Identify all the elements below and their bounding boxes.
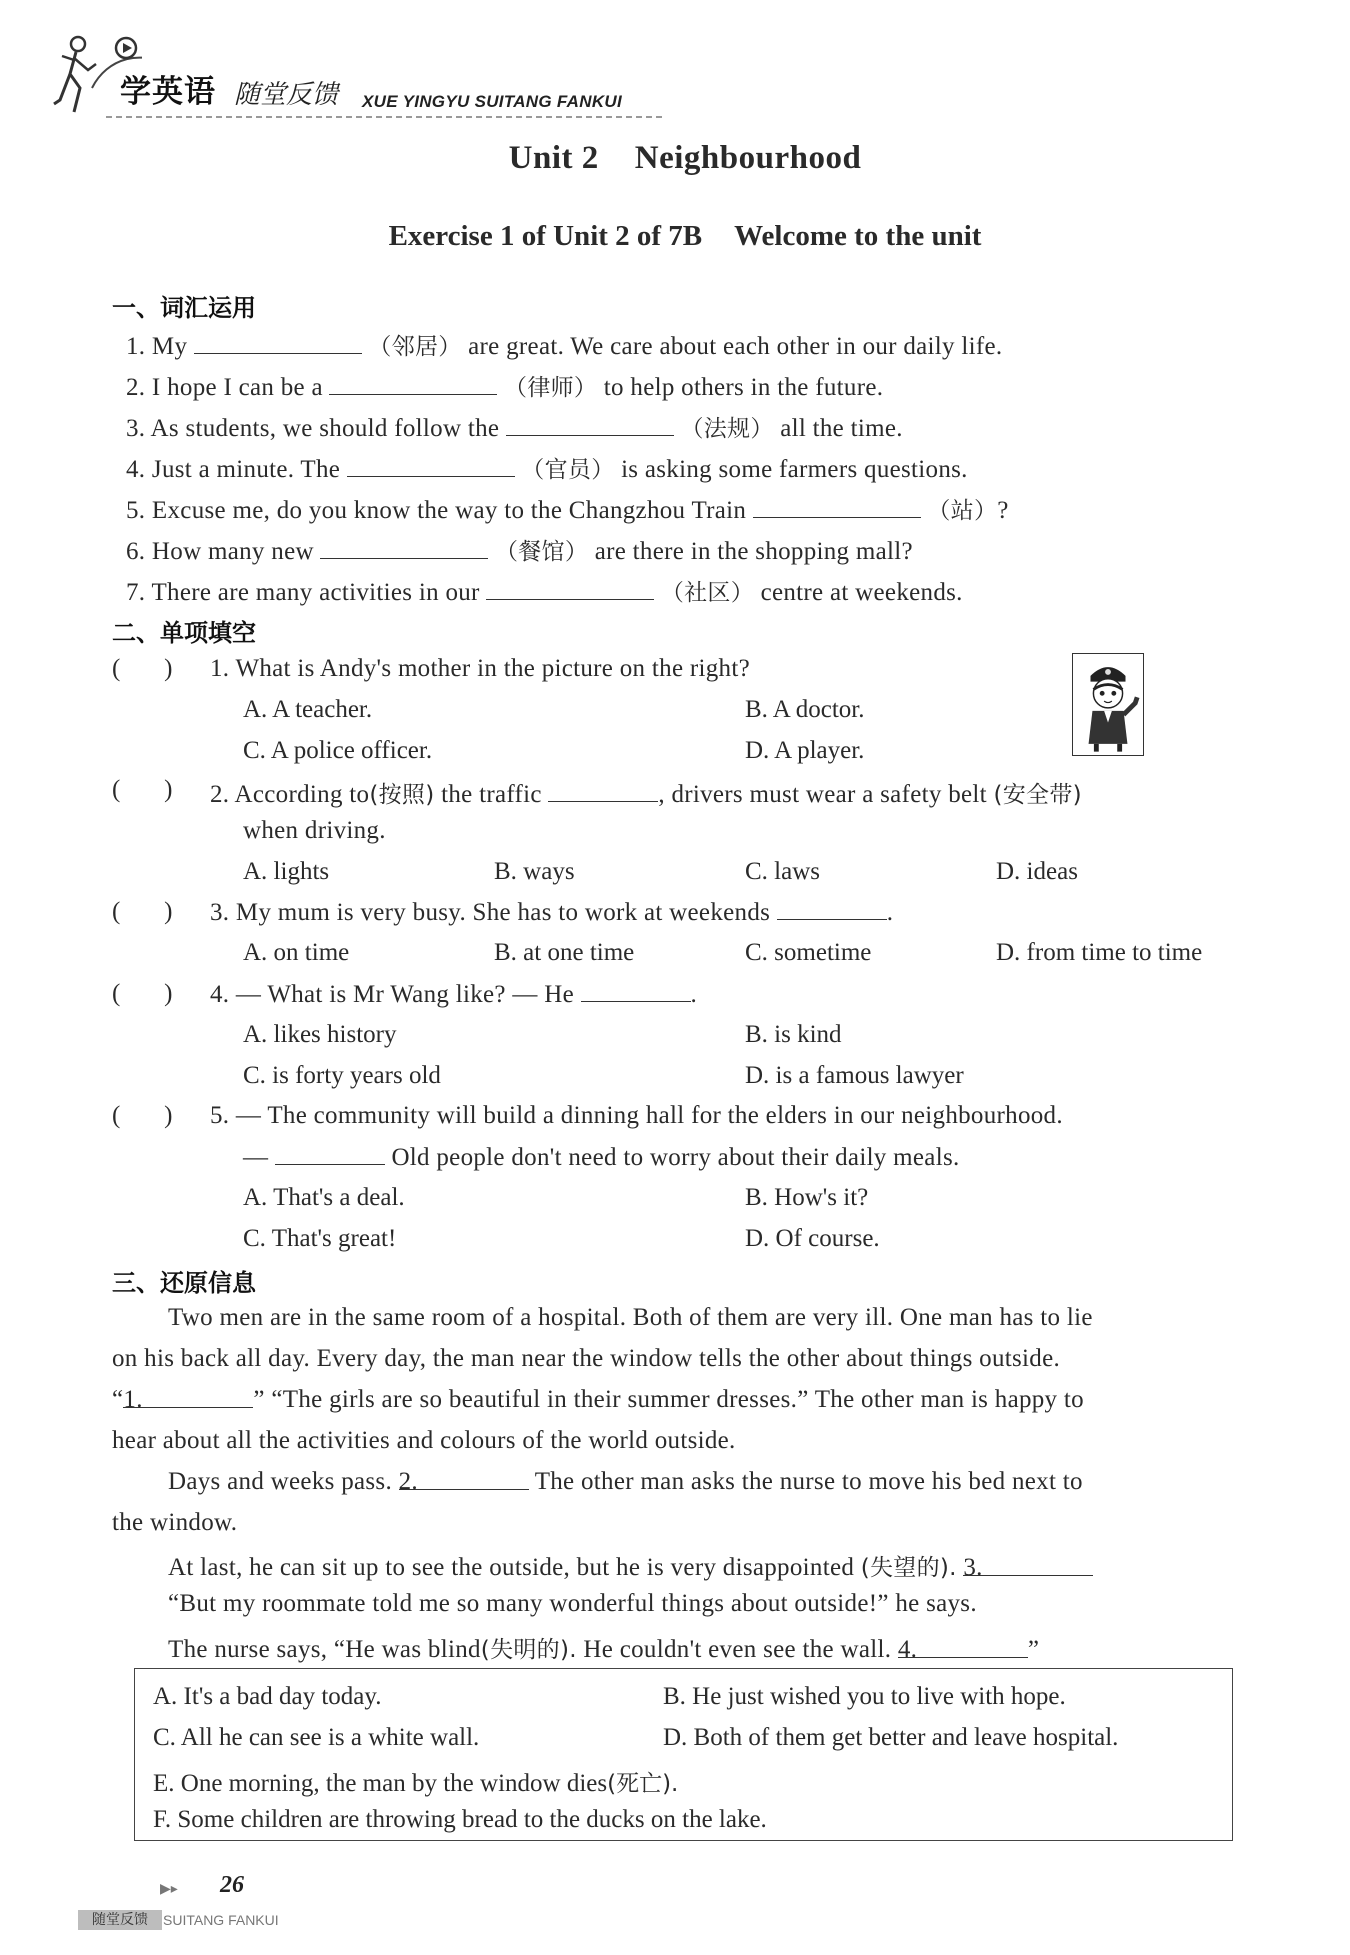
item-hint-cn: （社区）	[660, 580, 755, 606]
item-number: 7.	[126, 579, 146, 606]
footer-tag-pinyin: SUITANG FANKUI	[163, 1912, 279, 1928]
item-text: Just a minute. The	[151, 456, 341, 483]
passage-line: on his back all day. Every day, the man near the window tells the other about things outside.	[112, 1345, 1061, 1372]
q2-option-a[interactable]: A. lights	[243, 858, 330, 885]
item-text: ?	[997, 497, 1009, 524]
q5-option-c[interactable]: C. That's great!	[243, 1225, 397, 1252]
item-hint-cn: （餐馆）	[494, 539, 589, 565]
page-arrow-icon: ▶▸	[160, 1882, 178, 1897]
answer-bracket[interactable]: ( )	[112, 776, 173, 803]
answer-bracket[interactable]: ( )	[112, 655, 173, 682]
passage-line: the window.	[112, 1509, 238, 1536]
item-number: 3.	[126, 415, 146, 442]
item-number: 1.	[126, 333, 146, 360]
item-text: How many new	[151, 538, 314, 565]
answer-blank[interactable]	[753, 496, 921, 518]
page-header	[52, 28, 662, 128]
exercise-name: Welcome to the unit	[734, 220, 982, 252]
item-hint-cn: （站）	[927, 498, 998, 524]
q5-option-d[interactable]: D. Of course.	[745, 1225, 880, 1252]
options-box	[134, 1668, 1233, 1841]
q2-option-c[interactable]: C. laws	[745, 858, 820, 885]
answer-blank-3[interactable]	[963, 1554, 1093, 1581]
item-text: There are many activities in our	[151, 579, 480, 606]
passage-text: ” “The girls are so beautiful in their summer dresses.” The other man is happy to	[253, 1386, 1084, 1413]
vocab-item-6	[126, 533, 913, 566]
answer-blank-1[interactable]	[123, 1386, 253, 1413]
blank-number: 3.	[963, 1554, 983, 1581]
q3-option-a[interactable]: A. on time	[243, 939, 350, 966]
item-number: 4.	[126, 456, 146, 483]
question-text: .	[690, 981, 698, 1008]
blank-number: 4.	[897, 1636, 918, 1663]
section2-heading: 二、单项填空	[112, 619, 256, 647]
q2-option-d[interactable]: D. ideas	[996, 858, 1078, 885]
question-hint-cn: (安全带)	[993, 782, 1082, 808]
answer-blank[interactable]	[506, 414, 674, 436]
item-number: 2.	[126, 374, 146, 401]
blank-number: 1.	[123, 1386, 143, 1413]
answer-bracket[interactable]: ( )	[112, 980, 173, 1007]
unit-label: Unit 2	[508, 140, 599, 176]
passage-text: ”	[1027, 1636, 1040, 1663]
passage-option-b[interactable]: B. He just wished you to live with hope.	[663, 1683, 1066, 1710]
passage-text: “	[112, 1386, 124, 1413]
item-number: 6.	[126, 538, 146, 565]
header-title-cn: 学英语	[120, 74, 216, 110]
question-text: According to	[234, 781, 370, 808]
mc-question-5	[210, 1102, 1063, 1130]
item-text: to help others in the future.	[603, 374, 884, 401]
answer-blank[interactable]	[194, 332, 362, 354]
vocab-item-1	[126, 328, 1002, 361]
question-text: the traffic	[441, 781, 542, 808]
question-text: , drivers must wear a safety belt	[658, 781, 987, 808]
exercise-label: Exercise 1 of Unit 2 of 7B	[388, 220, 703, 252]
passage-option-c[interactable]: C. All he can see is a white wall.	[153, 1724, 480, 1751]
passage-text: The nurse says, “He was blind	[168, 1636, 481, 1663]
question-number: 5.	[210, 1102, 230, 1129]
mc-question-4	[210, 980, 697, 1009]
q5-option-a[interactable]: A. That's a deal.	[243, 1184, 405, 1211]
mc-question-1	[210, 655, 750, 683]
answer-blank[interactable]	[275, 1143, 385, 1165]
q1-option-b[interactable]: B. A doctor.	[745, 696, 865, 723]
passage-option-a[interactable]: A. It's a bad day today.	[153, 1683, 382, 1710]
header-subtitle-cn: 随堂反馈	[234, 80, 339, 110]
question-text: .	[886, 899, 894, 926]
passage-option-e[interactable]	[153, 1765, 678, 1798]
blank-number: 2.	[398, 1468, 418, 1495]
q4-option-d[interactable]: D. is a famous lawyer	[745, 1062, 964, 1089]
question-number: 3.	[210, 899, 230, 926]
item-text: are great. We care about each other in our daily life.	[468, 333, 1003, 360]
passage-text: The other man asks the nurse to move his bed next to	[534, 1468, 1083, 1495]
question-text: What is Andy's mother in the picture on the right?	[235, 655, 751, 682]
item-text: centre at weekends.	[760, 579, 963, 606]
passage-text: He couldn't even see the wall.	[583, 1636, 892, 1663]
header-divider	[106, 116, 662, 118]
unit-name: Neighbourhood	[634, 140, 862, 176]
passage-hint-cn: (失望的).	[860, 1555, 957, 1581]
q3-option-c[interactable]: C. sometime	[745, 939, 872, 966]
answer-blank[interactable]	[777, 898, 887, 920]
unit-title	[0, 140, 1350, 177]
q3-option-d[interactable]: D. from time to time	[996, 939, 1203, 966]
passage-line: “But my roommate told me so many wonderful things about outside!” he says.	[168, 1590, 977, 1617]
vocab-item-7	[126, 574, 963, 607]
passage-hint-cn: (失明的).	[480, 1637, 577, 1663]
passage-option-f[interactable]: F. Some children are throwing bread to the ducks on the lake.	[153, 1806, 767, 1833]
option-text: E. One morning, the man by the window dies	[153, 1770, 608, 1797]
question-text: Old people don't need to worry about their daily meals.	[391, 1144, 960, 1171]
passage-line: Two men are in the same room of a hospital. Both of them are very ill. One man has to lie	[168, 1304, 1093, 1331]
q3-option-b[interactable]: B. at one time	[494, 939, 635, 966]
item-text: is asking some farmers questions.	[621, 456, 968, 483]
header-title-pinyin: XUE YINGYU SUITANG FANKUI	[362, 92, 623, 111]
question-number: 1.	[210, 655, 230, 682]
q5-reply-line	[243, 1143, 960, 1172]
question-text: —	[243, 1144, 269, 1171]
police-officer-picture-icon	[1072, 653, 1144, 756]
question-text: — What is Mr Wang like? — He	[235, 981, 574, 1008]
option-hint-cn: (死亡).	[607, 1771, 679, 1797]
q5-option-b[interactable]: B. How's it?	[745, 1184, 869, 1211]
item-hint-cn: （官员）	[521, 457, 615, 483]
vocab-item-5	[126, 492, 1009, 525]
section3-heading: 三、还原信息	[112, 1269, 256, 1297]
mc-question-2	[210, 776, 1082, 809]
answer-blank[interactable]	[548, 780, 658, 802]
passage-option-d[interactable]: D. Both of them get better and leave hospital.	[663, 1724, 1119, 1751]
q4-option-b[interactable]: B. is kind	[745, 1021, 842, 1048]
item-hint-cn: （邻居）	[368, 334, 462, 360]
item-hint-cn: （法规）	[680, 416, 774, 442]
passage-text: Days and weeks pass.	[168, 1468, 393, 1495]
mc-question-3	[210, 898, 893, 927]
item-number: 5.	[126, 497, 146, 524]
exercise-title	[0, 220, 1350, 253]
section1-heading: 一、词汇运用	[112, 294, 256, 322]
vocab-item-2	[126, 369, 883, 402]
answer-blank[interactable]	[320, 537, 488, 559]
vocab-item-3	[126, 410, 903, 443]
answer-blank[interactable]	[347, 455, 515, 477]
answer-blank[interactable]	[329, 373, 497, 395]
answer-bracket[interactable]: ( )	[112, 1102, 173, 1129]
passage-line	[168, 1468, 1083, 1496]
item-text: My	[151, 333, 188, 360]
question-hint-cn: (按照)	[369, 782, 435, 808]
question-number: 4.	[210, 981, 230, 1008]
passage-line	[168, 1631, 1039, 1664]
answer-blank-4[interactable]	[897, 1636, 1028, 1663]
vocab-item-4	[126, 451, 968, 484]
q1-option-a[interactable]: A. A teacher.	[243, 696, 373, 723]
q1-option-c[interactable]: C. A police officer.	[243, 737, 433, 764]
footer-tag-cn: 随堂反馈	[78, 1910, 162, 1930]
answer-blank-2[interactable]	[398, 1468, 529, 1495]
passage-line: hear about all the activities and colours of the world outside.	[112, 1427, 736, 1454]
item-text: I hope I can be a	[151, 374, 323, 401]
q2-text-continued: when driving.	[243, 817, 386, 844]
answer-bracket[interactable]: ( )	[112, 898, 173, 925]
item-text: are there in the shopping mall?	[594, 538, 913, 565]
item-text: Excuse me, do you know the way to the Changzhou Train	[151, 497, 747, 524]
question-text: My mum is very busy. She has to work at weekends	[235, 899, 771, 926]
answer-blank[interactable]	[581, 980, 691, 1002]
item-text: all the time.	[780, 415, 903, 442]
passage-line	[168, 1549, 1093, 1582]
question-text: — The community will build a dinning hall for the elders in our neighbourhood.	[235, 1102, 1063, 1129]
question-number: 2.	[210, 781, 230, 808]
q4-option-c[interactable]: C. is forty years old	[243, 1062, 441, 1089]
page-number: 26	[220, 1872, 244, 1898]
q4-option-a[interactable]: A. likes history	[243, 1021, 397, 1048]
item-text: As students, we should follow the	[150, 415, 500, 442]
answer-blank[interactable]	[486, 578, 654, 600]
q1-option-d[interactable]: D. A player.	[745, 737, 865, 764]
passage-text: At last, he can sit up to see the outside, but he is very disappointed	[168, 1554, 855, 1581]
q2-option-b[interactable]: B. ways	[494, 858, 575, 885]
passage-line	[112, 1386, 1084, 1414]
item-hint-cn: （律师）	[504, 375, 598, 401]
